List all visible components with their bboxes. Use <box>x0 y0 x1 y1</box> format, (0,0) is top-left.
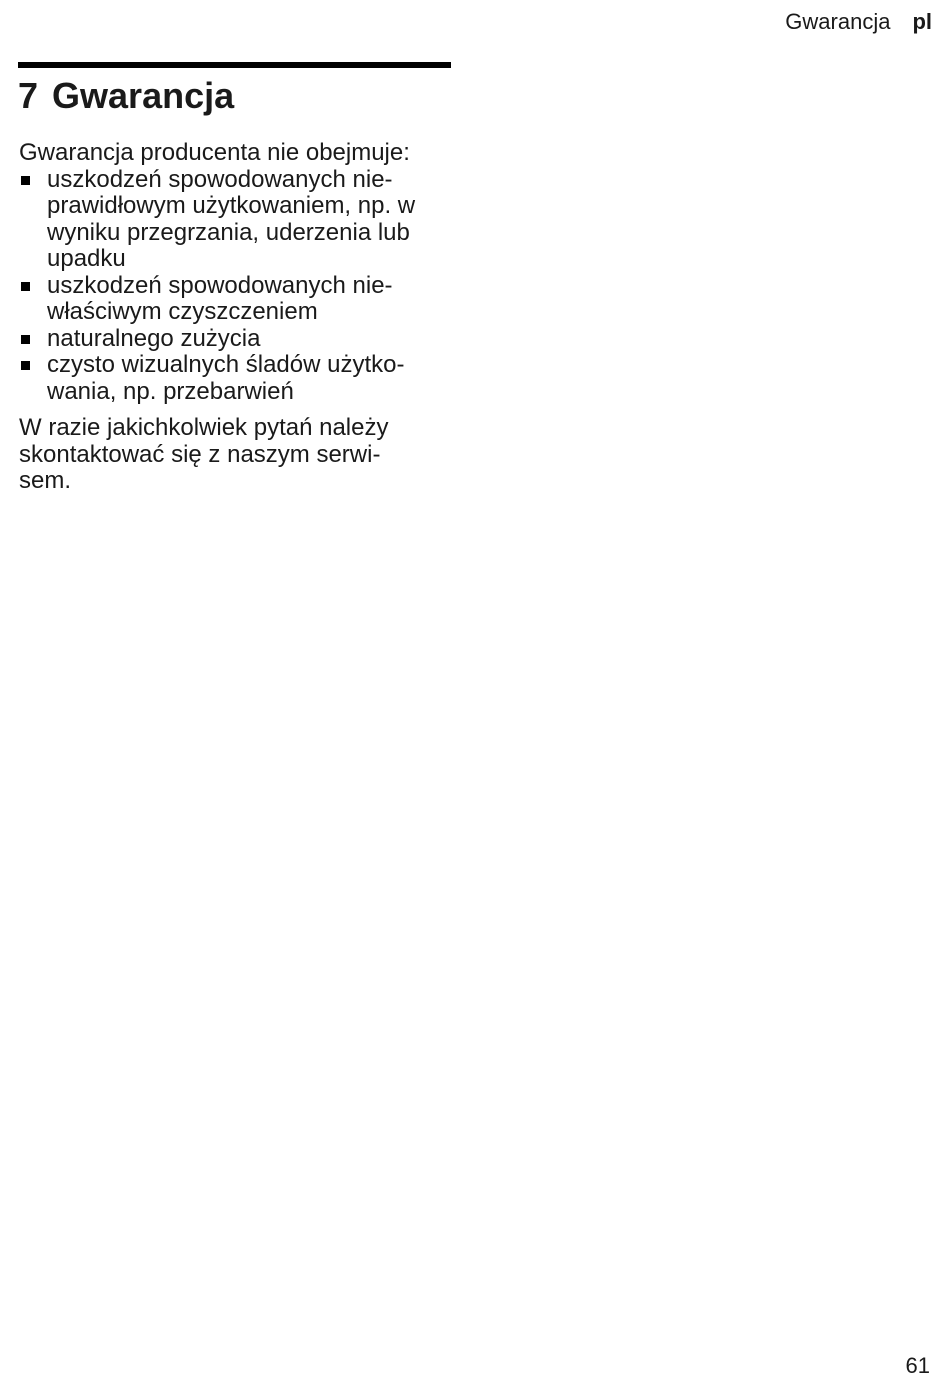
running-header-section: Gwarancja <box>785 9 891 34</box>
contact-note-line: W razie jakichkolwiek pytań należy <box>19 414 389 441</box>
list-item-line: czysto wizualnych śladów użytko- <box>47 351 405 378</box>
running-header-language: pl <box>912 9 932 34</box>
list-item-line: upadku <box>47 245 126 272</box>
list-item-line: wania, np. przebarwień <box>47 377 294 405</box>
exclusion-list <box>18 167 451 406</box>
list-item-line: naturalnego zużycia <box>47 324 261 352</box>
intro-text: Gwarancja producenta nie obejmuje: <box>19 139 410 166</box>
chapter-title: Gwarancja <box>52 75 235 116</box>
chapter-number: 7 <box>18 75 39 116</box>
list-item-line: właściwym czyszczeniem <box>47 298 318 325</box>
list-item-line: wyniku przegrzania, uderzenia lub <box>47 218 410 246</box>
list-item-line: uszkodzeń spowodowanych nie- <box>47 271 393 299</box>
contact-note-line: skontaktować się z naszym serwi- <box>19 440 381 468</box>
square-bullet-icon <box>21 361 30 370</box>
square-bullet-icon <box>21 282 30 291</box>
page-number: 61 <box>905 1353 930 1378</box>
list-item <box>18 352 451 405</box>
square-bullet-icon <box>21 335 30 344</box>
content-column <box>18 62 451 495</box>
square-bullet-icon <box>21 176 30 185</box>
list-item <box>18 273 451 326</box>
running-header <box>785 8 932 36</box>
contact-note <box>19 415 451 495</box>
list-item-line: prawidłowym użytkowaniem, np. w <box>47 192 416 219</box>
list-item <box>18 326 451 353</box>
list-item <box>18 167 451 273</box>
list-item-line: uszkodzeń spowodowanych nie- <box>47 165 393 193</box>
contact-note-line: sem. <box>19 467 72 494</box>
chapter-heading <box>18 74 451 118</box>
heading-rule <box>18 62 451 68</box>
